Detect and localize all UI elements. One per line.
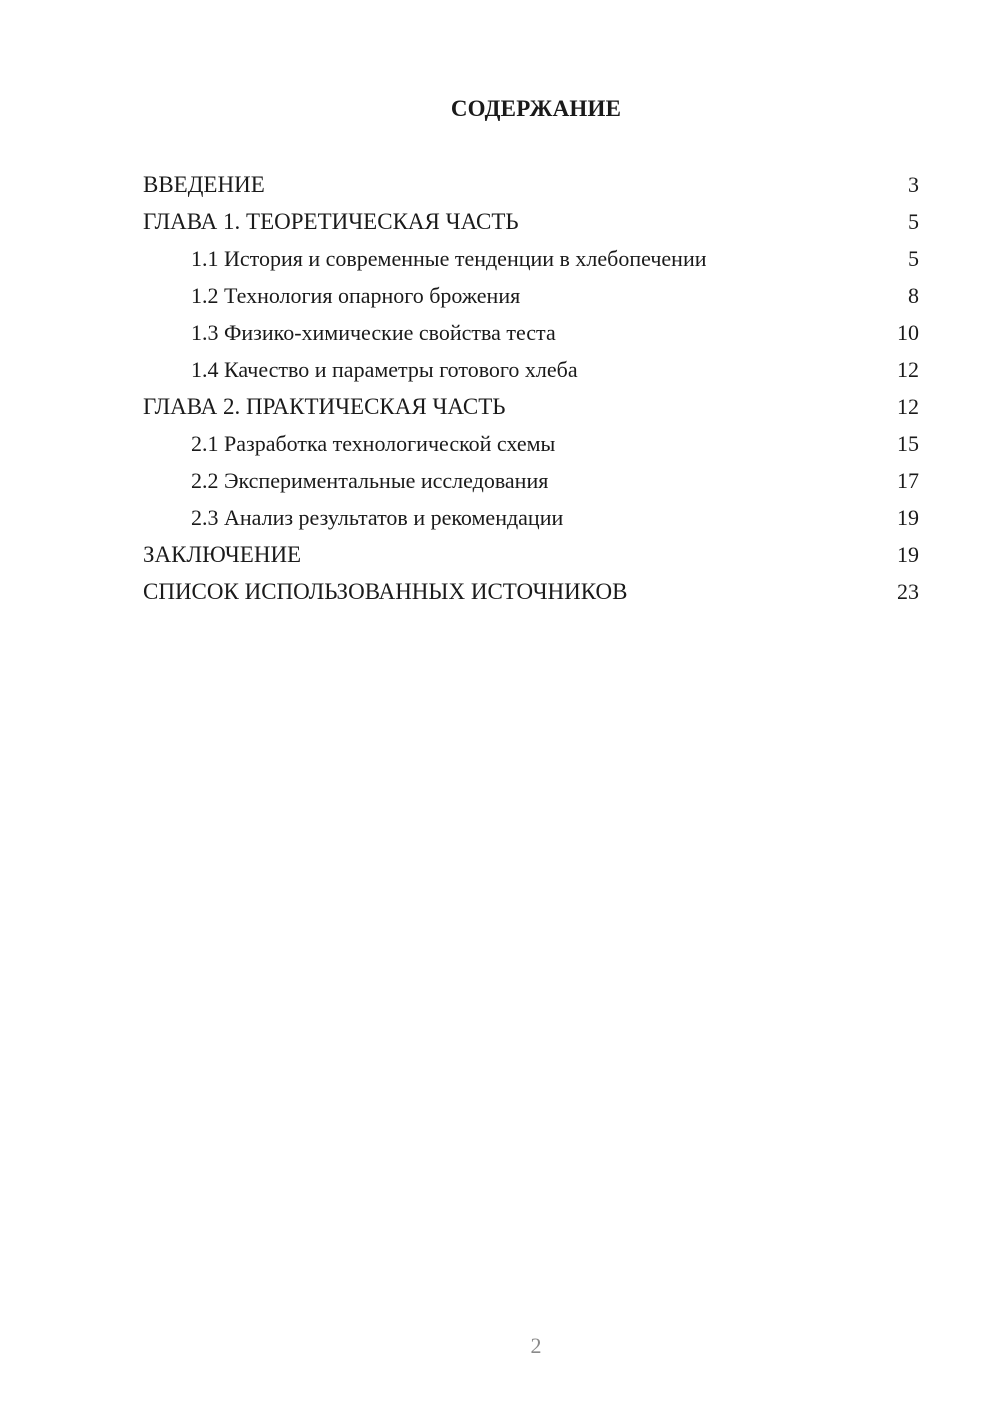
toc-entry-label: 2.3 Анализ результатов и рекомендации (191, 505, 564, 530)
toc-entry-label: СПИСОК ИСПОЛЬЗОВАННЫХ ИСТОЧНИКОВ (143, 579, 628, 604)
toc-entry-section-1-3 (143, 314, 919, 351)
toc-entry-page: 17 (897, 468, 919, 493)
toc-entry-label: 1.4 Качество и параметры готового хлеба (191, 357, 578, 382)
page-number: 2 (530, 1333, 542, 1358)
toc-entry-page: 23 (897, 579, 919, 604)
toc-entry-conclusion (143, 536, 919, 573)
toc-entry-page: 15 (897, 431, 919, 456)
toc-entry-label: ВВЕДЕНИЕ (143, 172, 265, 197)
toc-entry-page: 19 (897, 542, 919, 567)
toc-entry-label: 2.1 Разработка технологической схемы (191, 431, 556, 456)
toc-entry-section-2-1 (143, 425, 919, 462)
toc-entry-page: 10 (897, 320, 919, 345)
toc-entry-page: 19 (897, 505, 919, 530)
toc-title: СОДЕРЖАНИЕ (450, 96, 622, 121)
toc-entry-label: 2.2 Экспериментальные исследования (191, 468, 549, 493)
toc-entry-section-2-2 (143, 462, 919, 499)
toc-entry-page: 12 (897, 357, 919, 382)
toc-entry-page: 12 (897, 394, 919, 419)
toc-entry-section-1-1 (143, 240, 919, 277)
toc-entry-label: ГЛАВА 1. ТЕОРЕТИЧЕСКАЯ ЧАСТЬ (143, 209, 519, 234)
toc-entry-introduction (143, 166, 919, 203)
toc-entry-label: 1.1 История и современные тенденции в хлебопечении (191, 246, 707, 271)
toc-entry-label: ГЛАВА 2. ПРАКТИЧЕСКАЯ ЧАСТЬ (143, 394, 506, 419)
toc-entry-section-1-4 (143, 351, 919, 388)
toc-entry-chapter-2 (143, 388, 919, 425)
toc-entry-page: 8 (908, 283, 919, 308)
toc-entry-references (143, 573, 919, 610)
toc-entry-page: 5 (908, 209, 919, 234)
toc-entry-label: 1.2 Технология опарного брожения (191, 283, 521, 308)
table-of-contents (143, 166, 919, 610)
toc-entry-section-2-3 (143, 499, 919, 536)
toc-entry-section-1-2 (143, 277, 919, 314)
toc-entry-page: 3 (908, 172, 919, 197)
toc-entry-chapter-1 (143, 203, 919, 240)
toc-entry-label: 1.3 Физико-химические свойства теста (191, 320, 556, 345)
toc-entry-label: ЗАКЛЮЧЕНИЕ (143, 542, 302, 567)
toc-entry-page: 5 (908, 246, 919, 271)
